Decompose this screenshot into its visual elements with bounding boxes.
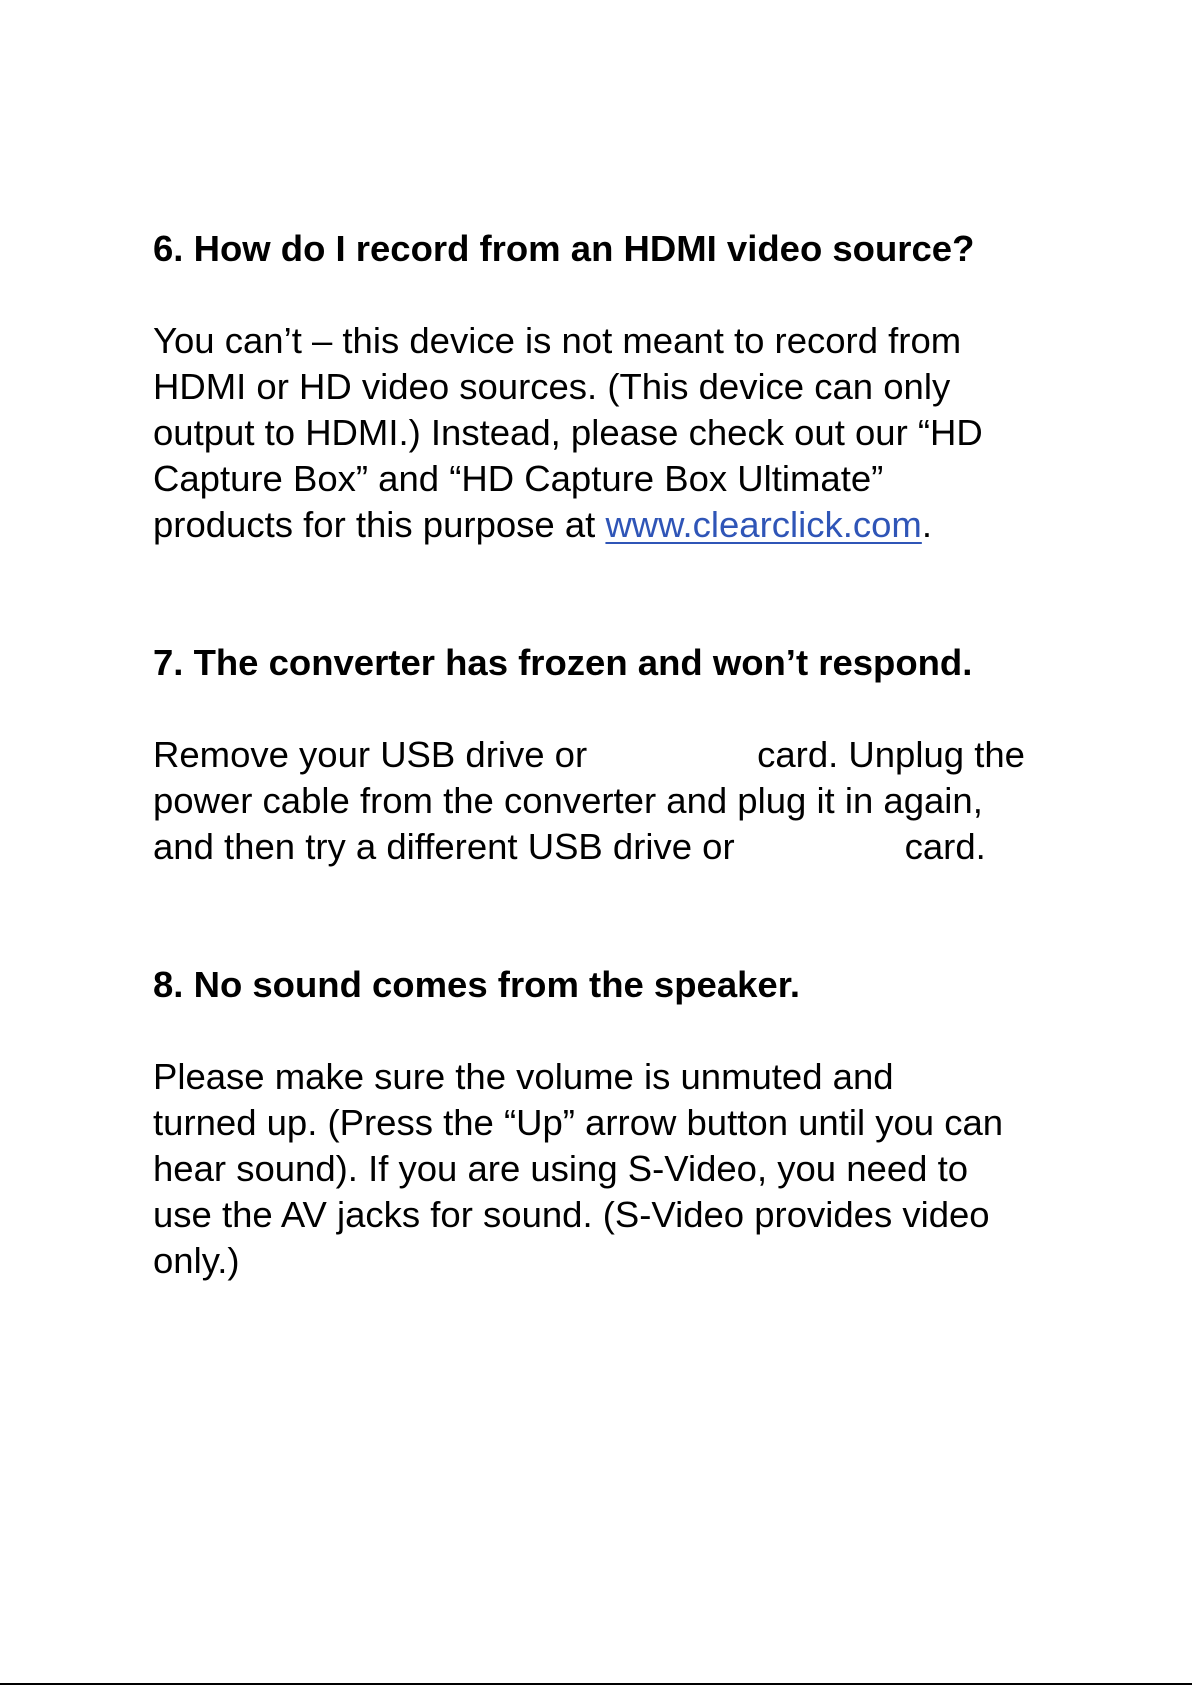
faq-item-7 <box>153 640 1153 870</box>
faq-content <box>153 226 1153 1284</box>
faq-item-8 <box>153 962 1153 1284</box>
answer-line: Please make sure the volume is unmuted and <box>153 1056 894 1097</box>
answer-text: products for this purpose at <box>153 504 606 545</box>
faq-heading-8: 8. No sound comes from the speaker. <box>153 964 801 1005</box>
answer-line: HDMI or HD video sources. (This device can only <box>153 366 951 407</box>
answer-line: power cable from the converter and plug it in again, <box>153 780 983 821</box>
answer-line: hear sound). If you are using S-Video, you need to <box>153 1148 969 1189</box>
answer-line: only.) <box>153 1240 240 1281</box>
faq-answer-8 <box>153 1054 1153 1284</box>
faq-answer-6 <box>153 318 1153 548</box>
answer-line: turned up. (Press the “Up” arrow button until you can <box>153 1102 1004 1143</box>
faq-answer-7 <box>153 732 1153 870</box>
faq-heading-7: 7. The converter has frozen and won’t respond. <box>153 642 973 683</box>
answer-line <box>153 824 1153 870</box>
answer-line: Capture Box” and “HD Capture Box Ultimate” <box>153 458 884 499</box>
answer-line: output to HDMI.) Instead, please check out our “HD <box>153 412 983 453</box>
answer-text: card. Unplug the <box>757 734 1025 775</box>
answer-text: and then try a different USB drive or <box>153 826 735 867</box>
answer-line: use the AV jacks for sound. (S-Video provides video <box>153 1194 990 1235</box>
answer-text: card. <box>904 826 986 867</box>
answer-text: Remove your USB drive or <box>153 734 588 775</box>
answer-text: . <box>921 504 932 545</box>
answer-line <box>153 502 1153 548</box>
faq-item-6 <box>153 226 1153 548</box>
clearclick-website-link[interactable]: www.clearclick.com <box>605 504 922 545</box>
answer-line <box>153 732 1153 778</box>
faq-heading-6: 6. How do I record from an HDMI video source? <box>153 228 975 269</box>
answer-line: You can’t – this device is not meant to record from <box>153 320 962 361</box>
